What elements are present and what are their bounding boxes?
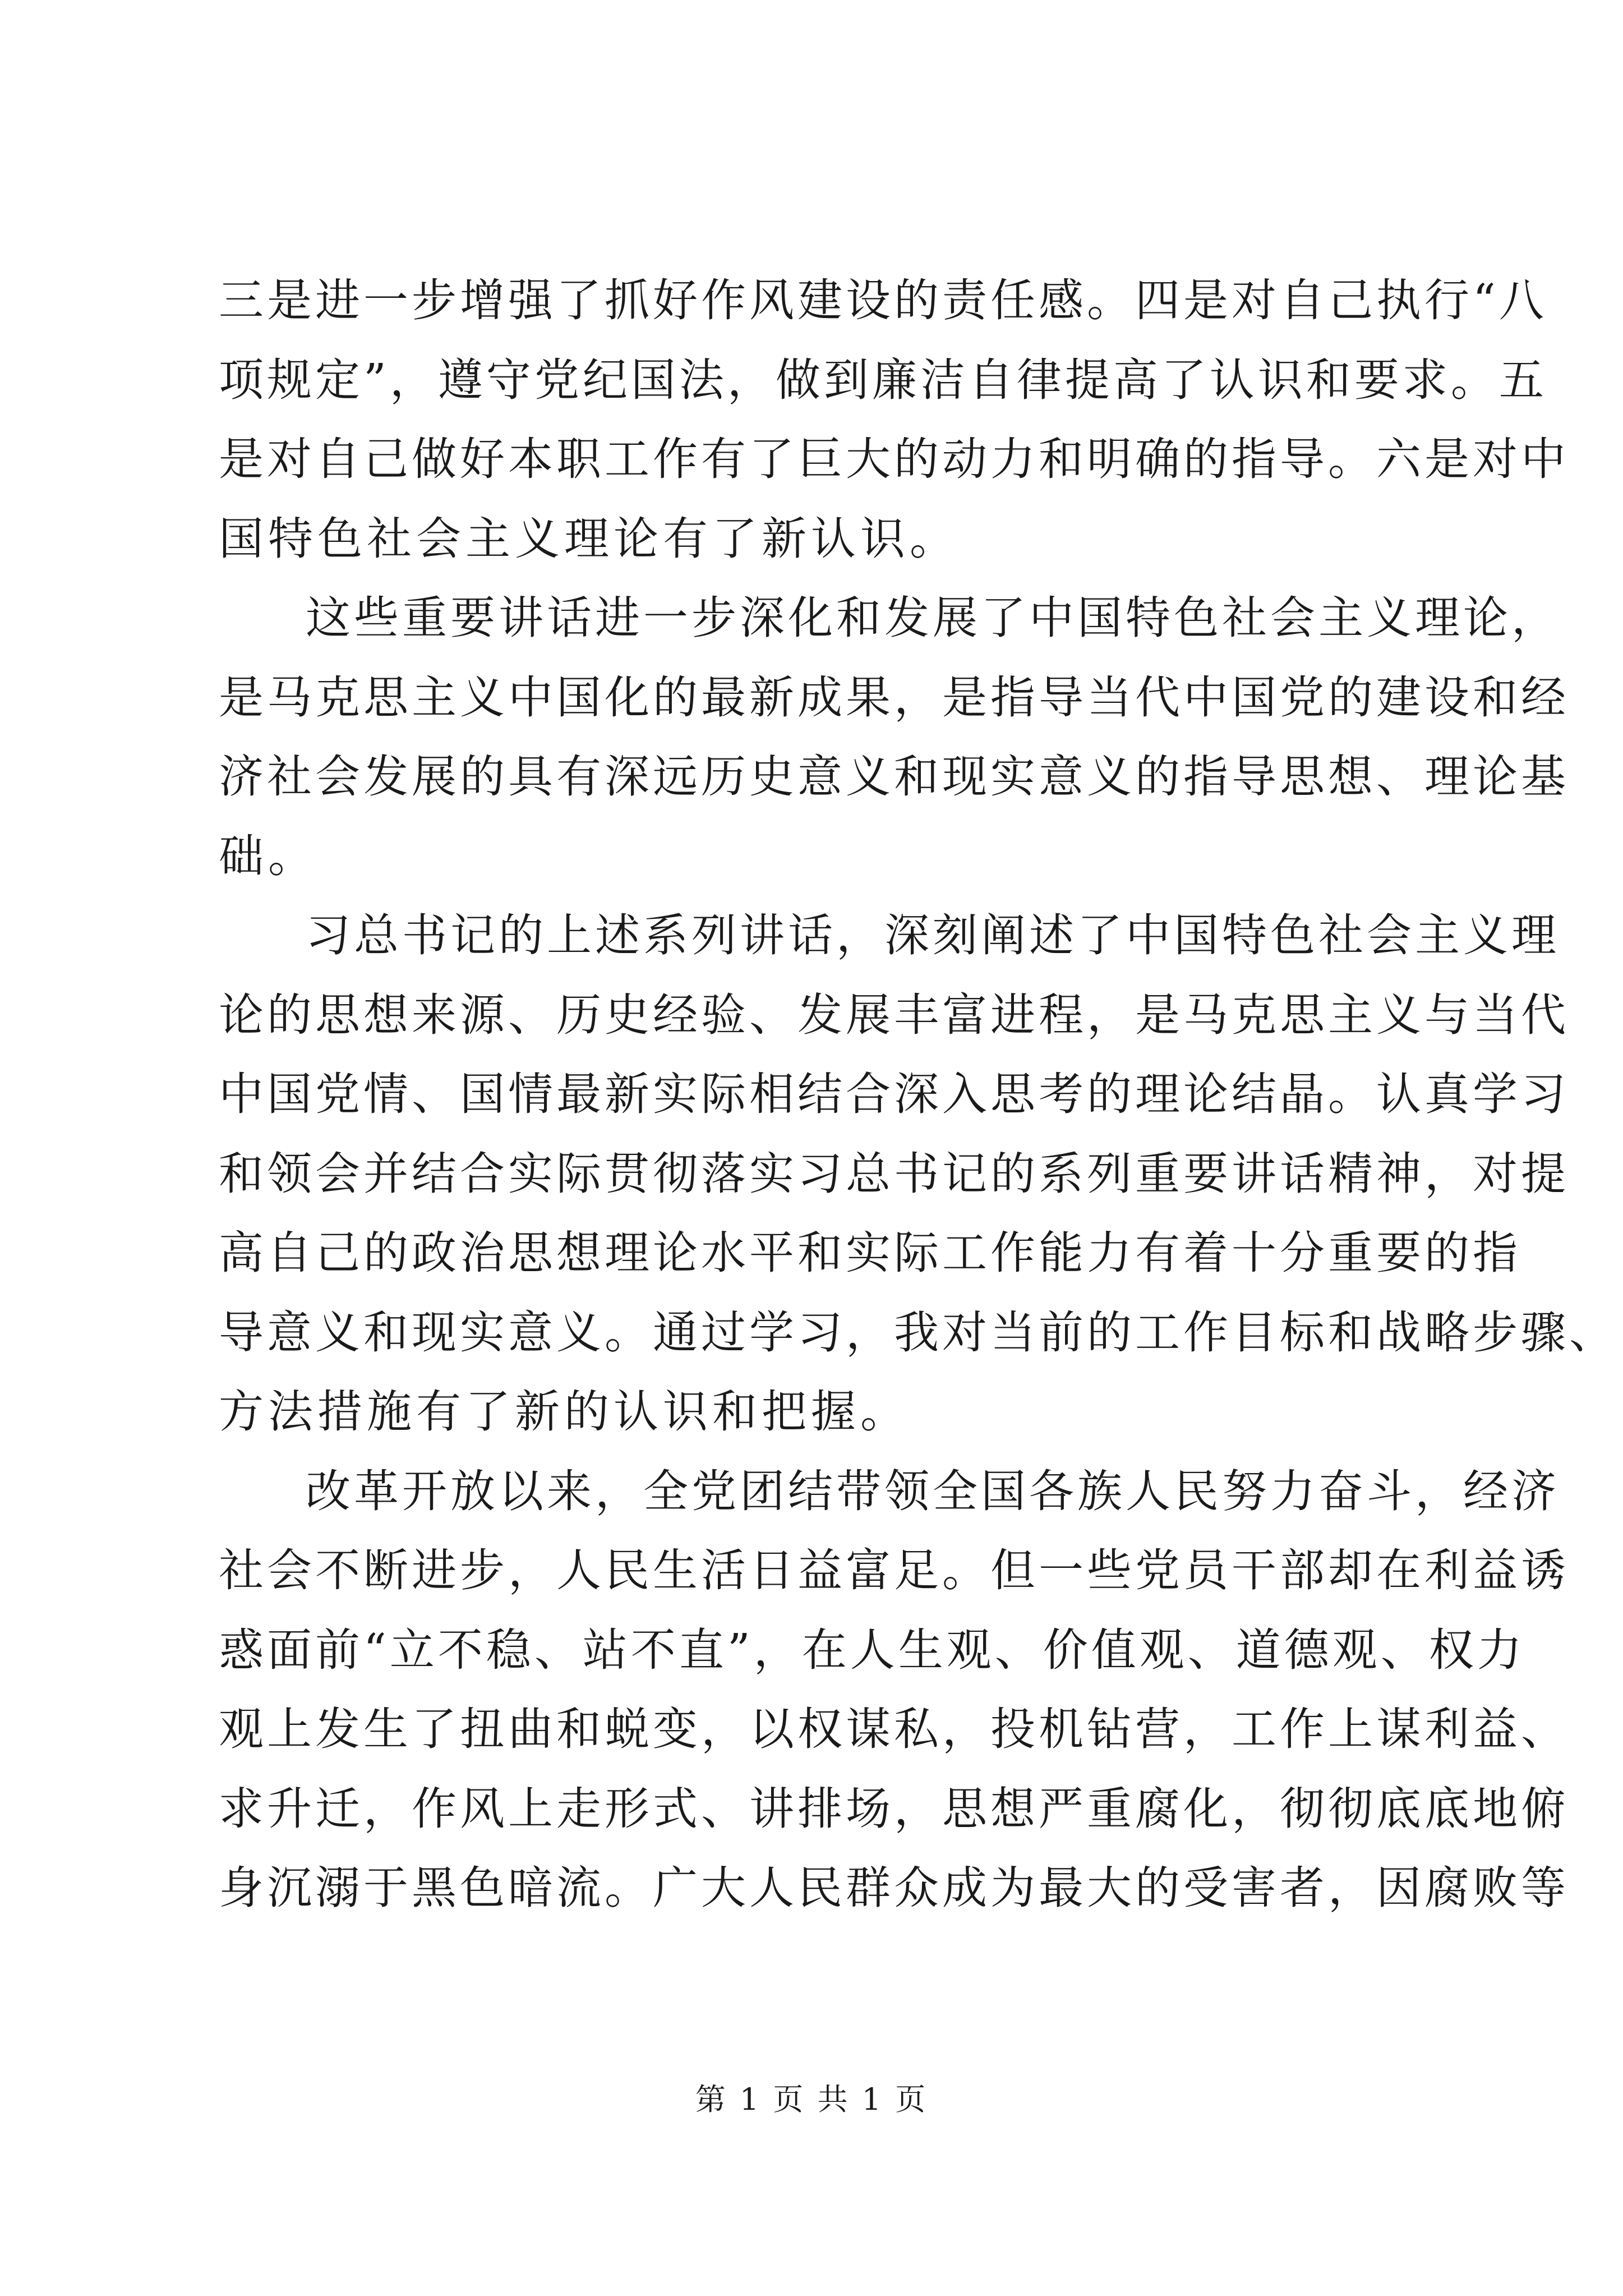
text-line: 方法措施有了新的认识和把握。	[219, 1386, 910, 1438]
text-line: 济社会发展的具有深远历史意义和现实意义的指导思想、理论基	[219, 751, 1569, 803]
text-line: 身沉溺于黑色暗流。广大人民群众成为最大的受害者，因腐败等	[219, 1862, 1569, 1914]
text-line: 国特色社会主义理论有了新认识。	[219, 512, 959, 565]
text-line: 是马克思主义中国化的最新成果，是指导当代中国党的建设和经	[219, 671, 1569, 724]
text-line: 观上发生了扭曲和蜕变，以权谋私，投机钻营，工作上谋利益、	[219, 1703, 1569, 1755]
text-line: 础。	[219, 830, 317, 882]
text-line: 论的思想来源、历史经验、发展丰富进程，是马克思主义与当代	[219, 988, 1569, 1041]
document-body	[219, 261, 1617, 1928]
text-line: 求升迁，作风上走形式、讲排场，思想严重腐化，彻彻底底地俯	[219, 1782, 1569, 1835]
text-line: 社会不断进步，人民生活日益富足。但一些党员干部却在利益诱	[219, 1544, 1569, 1596]
text-line: 是对自己做好本职工作有了巨大的动力和明确的指导。六是对中	[219, 433, 1569, 485]
text-line: 改革开放以来，全党团结带领全国各族人民努力奋斗，经济	[306, 1465, 1560, 1517]
text-line: 高自己的政治思想理论水平和实际工作能力有着十分重要的指	[219, 1227, 1521, 1279]
text-line: 这些重要讲话进一步深化和发展了中国特色社会主义理论，	[306, 592, 1560, 644]
paragraph-2	[219, 578, 1569, 896]
paragraph-3	[219, 896, 1617, 1452]
text-line: 和领会并结合实际贯彻落实习总书记的系列重要讲话精神，对提	[219, 1147, 1569, 1200]
text-line: 习总书记的上述系列讲话，深刻阐述了中国特色社会主义理	[306, 909, 1560, 961]
text-line: 导意义和现实意义。通过学习，我对当前的工作目标和战略步骤、	[219, 1306, 1617, 1359]
text-line: 三是进一步增强了抓好作风建设的责任感。四是对自己执行“八	[219, 274, 1547, 326]
text-line: 惑面前“立不稳、站不直”，在人生观、价值观、道德观、权力	[219, 1623, 1525, 1676]
text-line: 项规定”，遵守党纪国法，做到廉洁自律提高了认识和要求。五	[219, 353, 1547, 406]
text-line: 中国党情、国情最新实际相结合深入思考的理论结晶。认真学习	[219, 1068, 1569, 1120]
page-footer: 第 1 页 共 1 页	[695, 2082, 928, 2117]
paragraph-1	[219, 261, 1569, 578]
paragraph-4	[219, 1452, 1569, 1928]
